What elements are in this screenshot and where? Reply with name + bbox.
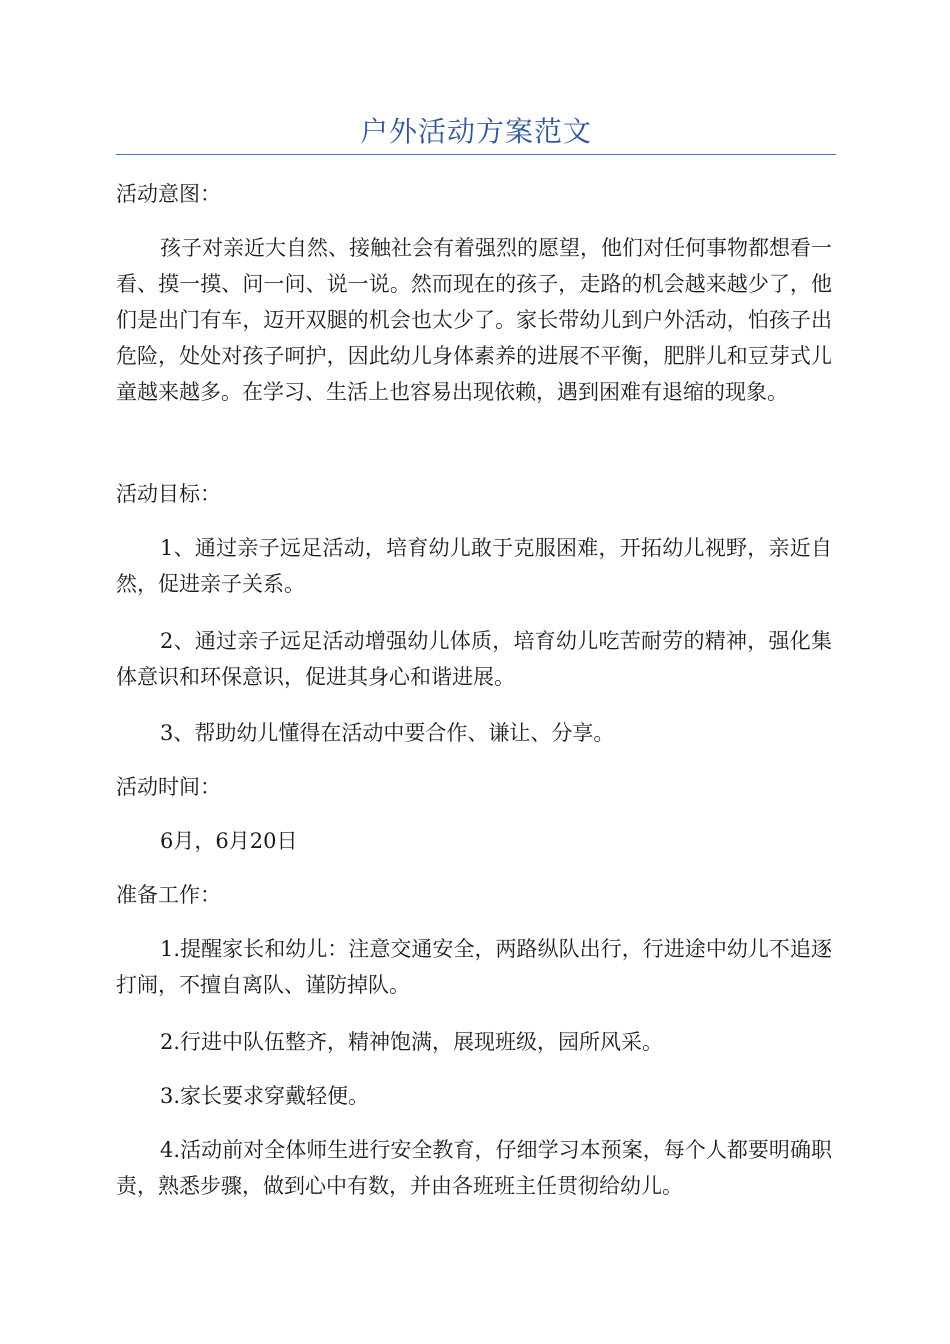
goal-item-1: 1、通过亲子远足活动，培育幼儿敢于克服困难，开拓幼儿视野，亲近自然，促进亲子关系。 <box>116 536 832 596</box>
title-underline <box>116 154 836 155</box>
prep-item-2: 2.行进中队伍整齐，精神饱满，展现班级，园所风采。 <box>160 1030 664 1054</box>
prep-item-4: 4.活动前对全体师生进行安全教育，仔细学习本预案，每个人都要明确职责，熟悉步骤，做到心中有数，并由各班班主任贯彻给幼儿。 <box>116 1138 832 1198</box>
goal-item-3: 3、帮助幼儿懂得在活动中要合作、谦让、分享。 <box>160 721 615 745</box>
time-heading: 活动时间： <box>116 775 221 799</box>
document-title: 户外活动方案范文 <box>359 115 592 148</box>
goal-item-2: 2、通过亲子远足活动增强幼儿体质，培育幼儿吃苦耐劳的精神，强化集体意识和环保意识，促进其身心和谐进展。 <box>116 629 832 689</box>
prep-heading: 准备工作： <box>116 883 221 907</box>
time-paragraph: 6月，6月20日 <box>160 829 298 853</box>
prep-item-3: 3.家长要求穿戴轻便。 <box>160 1084 370 1108</box>
prep-item-1: 1.提醒家长和幼儿：注意交通安全，两路纵队出行，行进途中幼儿不追逐打闹，不擅自离队、谨防掉队。 <box>116 937 832 997</box>
goal-heading: 活动目标： <box>116 482 221 506</box>
intent-heading: 活动意图： <box>116 182 221 206</box>
intent-paragraph: 孩子对亲近大自然、接触社会有着强烈的愿望，他们对任何事物都想看一看、摸一摸、问一问、说一说。然而现在的孩子，走路的机会越来越少了，他们是出门有车，迈开双腿的机会也太少了。家长带幼儿到户外活动，怕孩子出危险，处处对孩子呵护，因此幼儿身体素养的进展不平衡，肥胖儿和豆芽式儿童越来越多。在学习、生活上也容易出现依赖，遇到困难有退缩的现象。 <box>116 236 832 404</box>
